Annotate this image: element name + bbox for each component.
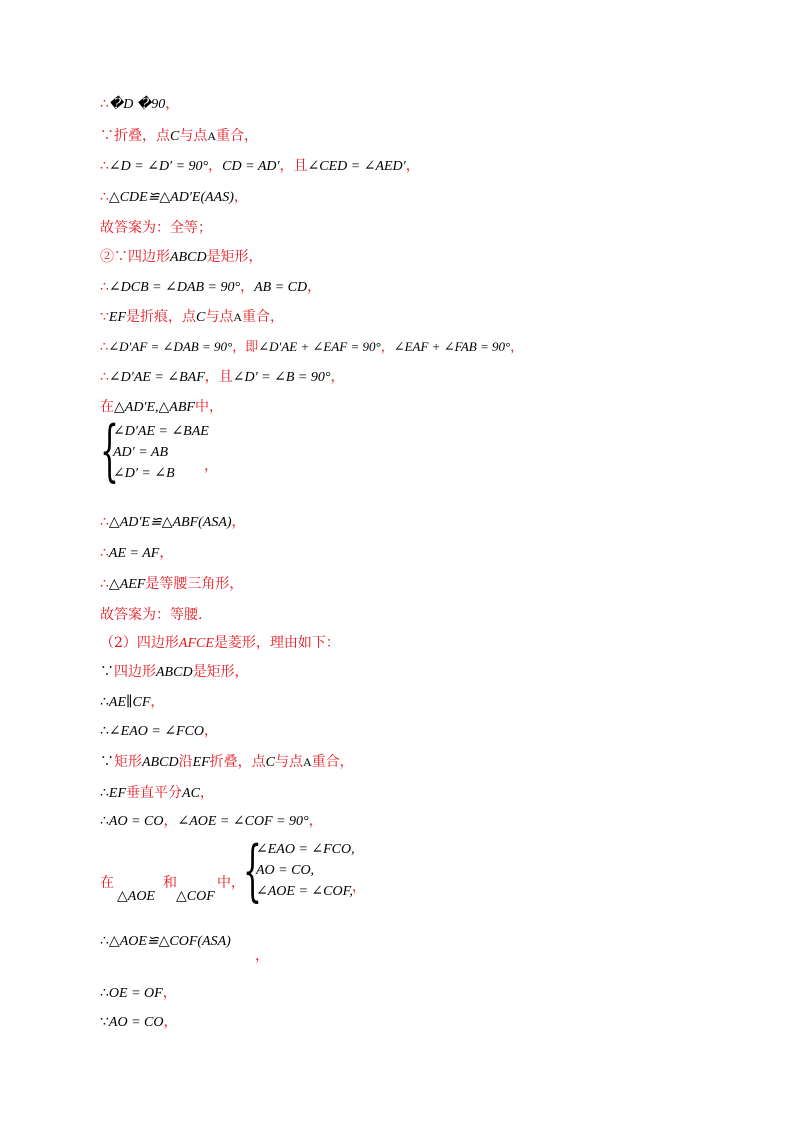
line-2: ∵折叠，点C与点A重合， xyxy=(100,128,259,144)
line-4: ∴△CDE≌△AD′E(AAS)， xyxy=(100,189,248,205)
line-22: ∴AO = CO，∠AOE = ∠COF = 90°， xyxy=(100,813,323,829)
therefore-symbol: ∴ xyxy=(100,96,109,112)
left-brace: { xyxy=(100,412,119,489)
line-7: ∴∠DCB = ∠DAB = 90°，AB = CD， xyxy=(100,279,322,295)
line-20: ∵矩形ABCD沿EF折叠，点C与点A重合， xyxy=(100,754,354,770)
system-row-1: ∠D′AE = ∠BAE xyxy=(113,424,209,439)
line-1: ∴�D �90， xyxy=(100,96,180,112)
system-row-2: AD′ = AB xyxy=(113,445,169,460)
line-26: ∵AO = CO， xyxy=(100,1014,178,1030)
line-24-tail: ， xyxy=(255,948,269,964)
system-row-3: ∠D′ = ∠B xyxy=(113,466,175,481)
line-19: ∴∠EAO = ∠FCO， xyxy=(100,723,219,739)
line-5: 故答案为：全等； xyxy=(100,220,212,236)
line-17: ∵四边形ABCD是矩形， xyxy=(100,664,249,680)
line-12: ∴△AD′E≌△ABF(ASA)， xyxy=(100,514,246,530)
system-tail: ， xyxy=(352,879,366,895)
line-16: （2）四边形AFCE是菱形，理由如下： xyxy=(100,635,340,651)
system-row-3: ∠AOE = ∠COF, xyxy=(256,884,353,899)
line-9: ∴∠D′AF = ∠DAB = 90°，即∠D′AE + ∠EAF = 90°，∠EAF + ∠FAB = 90°， xyxy=(100,339,524,355)
line-13: ∴AE = AF， xyxy=(100,545,174,561)
system-row-1: ∠EAO = ∠FCO, xyxy=(256,842,355,857)
line-18: ∴AE∥CF， xyxy=(100,694,165,710)
line-21: ∴EF垂直平分AC， xyxy=(100,785,214,801)
left-brace: { xyxy=(243,832,262,909)
system-row-2: AO = CO, xyxy=(256,863,315,878)
line-6: ②∵四边形ABCD是矩形， xyxy=(100,249,263,265)
line-14: ∴△AEF是等腰三角形， xyxy=(100,576,244,592)
line-15: 故答案为：等腰. xyxy=(100,607,203,623)
line-24: ∴△AOE≌△COF(ASA) xyxy=(100,933,231,949)
system-tail: ， xyxy=(204,458,218,474)
line-25: ∴OE = OF， xyxy=(100,985,177,1001)
line-8: ∵EF是折痕，点C与点A重合， xyxy=(100,309,285,325)
line-10: ∴∠D′AE = ∠BAF，且∠D′ = ∠B = 90°， xyxy=(100,369,345,385)
line-11: 在△AD′E,△ABF中， xyxy=(100,399,223,415)
math-expr: �D �90 xyxy=(108,97,166,112)
line-3: ∴∠D = ∠D′ = 90°，CD = AD′，且∠CED = ∠AED′， xyxy=(100,158,420,174)
